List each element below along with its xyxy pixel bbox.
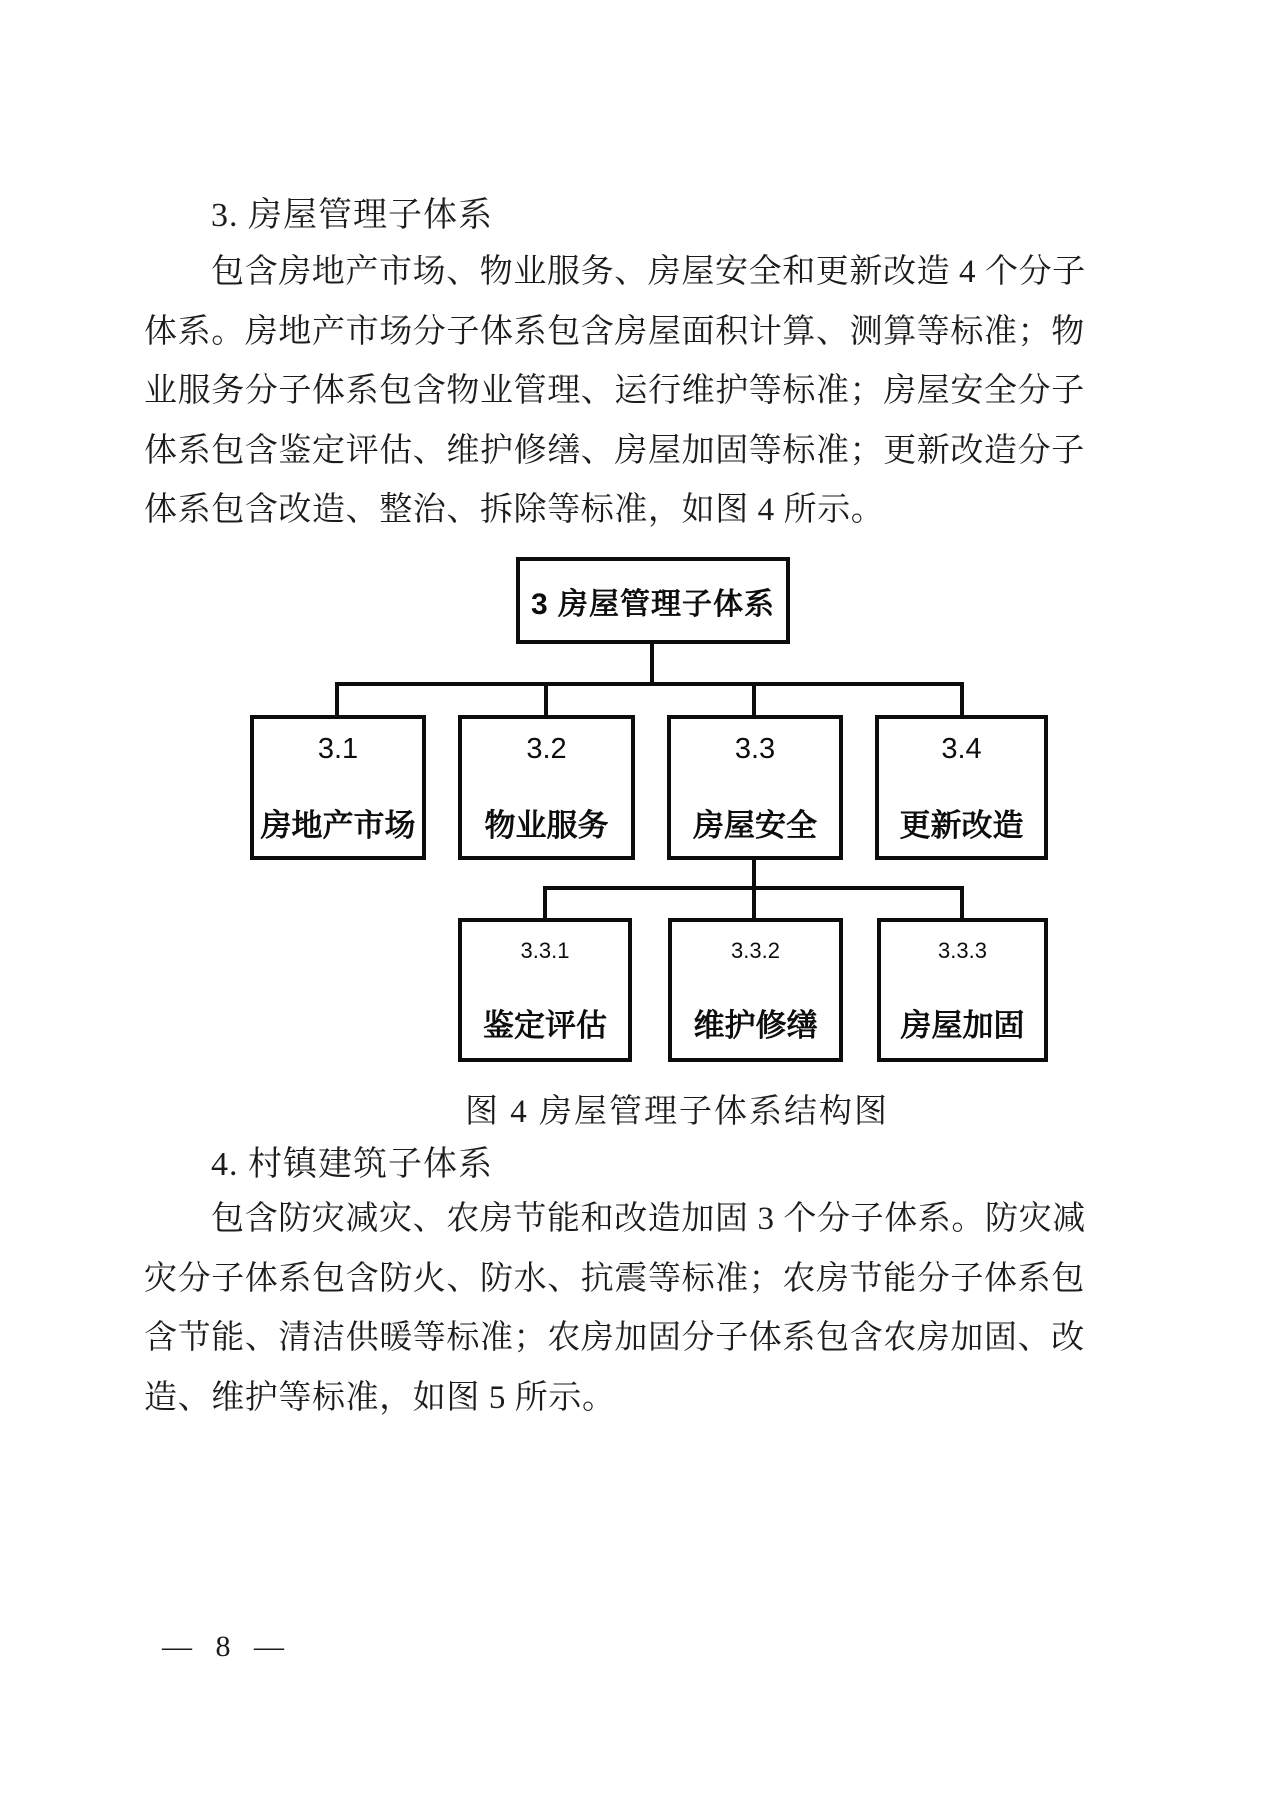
section-4-heading: 4. 村镇建筑子体系 (211, 1146, 493, 1183)
diagram-node-appraisal-evaluation (458, 918, 632, 1062)
paragraph-line: 含节能、清洁供暖等标准；农房加固分子体系包含农房加固、改 (144, 1320, 1085, 1356)
connector-line (543, 886, 964, 890)
diagram-node-label: 物业服务 (484, 808, 609, 843)
diagram-node-number: 3.1 (317, 733, 359, 765)
paragraph-line: 包含房地产市场、物业服务、房屋安全和更新改造 4 个分子 (211, 254, 1086, 290)
paragraph-line: 造、维护等标准，如图 5 所示。 (144, 1379, 616, 1416)
connector-line (752, 886, 756, 920)
diagram-node-label: 维护修缮 (693, 1008, 818, 1043)
page-number: — 8 — (162, 1630, 292, 1663)
diagram-node-real-estate-market (250, 715, 426, 860)
diagram-node-number: 3.3 (734, 733, 776, 765)
diagram-node-number: 3.4 (941, 733, 982, 765)
paragraph-line: 体系包含改造、整治、拆除等标准，如图 4 所示。 (144, 492, 885, 528)
diagram-node-label: 房屋安全 (693, 808, 817, 843)
connector-line (544, 682, 548, 717)
diagram-node-number: 3.2 (526, 733, 567, 765)
connector-line (650, 644, 654, 684)
paragraph-line: 体系包含鉴定评估、维护修缮、房屋加固等标准；更新改造分子 (144, 432, 1085, 469)
paragraph-line: 体系。房地产市场分子体系包含房屋面积计算、测算等标准；物 (144, 313, 1085, 350)
section-4-paragraph (144, 1190, 1124, 1428)
diagram-node-property-service (458, 715, 635, 860)
diagram-node-renewal-renovation (875, 715, 1048, 860)
diagram-node-housing-reinforcement (877, 918, 1048, 1062)
diagram-node-number: 3.3.1 (520, 938, 570, 963)
paragraph-line: 灾分子体系包含防火、防水、抗震等标准；农房节能分子体系包 (144, 1260, 1085, 1297)
section-3-paragraph (144, 243, 1124, 541)
connector-line (752, 682, 756, 717)
paragraph-line: 业服务分子体系包含物业管理、运行维护等标准；房屋安全分子 (144, 373, 1085, 409)
connector-line (543, 886, 547, 920)
diagram-node-label: 鉴定评估 (483, 1008, 607, 1043)
connector-line (335, 682, 964, 686)
diagram-node-root (516, 557, 790, 644)
diagram-node-maintenance-repair (668, 918, 843, 1062)
figure-4-caption: 图 4 房屋管理子体系结构图 (465, 1094, 889, 1130)
diagram-node-label: 房屋加固 (900, 1008, 1025, 1043)
paragraph-line: 包含防灾减灾、农房节能和改造加固 3 个分子体系。防灾减 (211, 1201, 1086, 1237)
section-3-heading: 3. 房屋管理子体系 (211, 197, 493, 234)
connector-line (960, 682, 964, 717)
diagram-node-number: 3.3.3 (938, 938, 987, 963)
diagram-node-label: 3 房屋管理子体系 (530, 587, 776, 621)
diagram-node-label: 更新改造 (899, 808, 1024, 843)
diagram-node-number: 3.3.2 (731, 938, 780, 963)
diagram-node-label: 房地产市场 (260, 808, 416, 843)
diagram-node-housing-safety (667, 715, 843, 860)
connector-line (335, 682, 339, 717)
connector-line (752, 858, 756, 888)
connector-line (960, 886, 964, 920)
